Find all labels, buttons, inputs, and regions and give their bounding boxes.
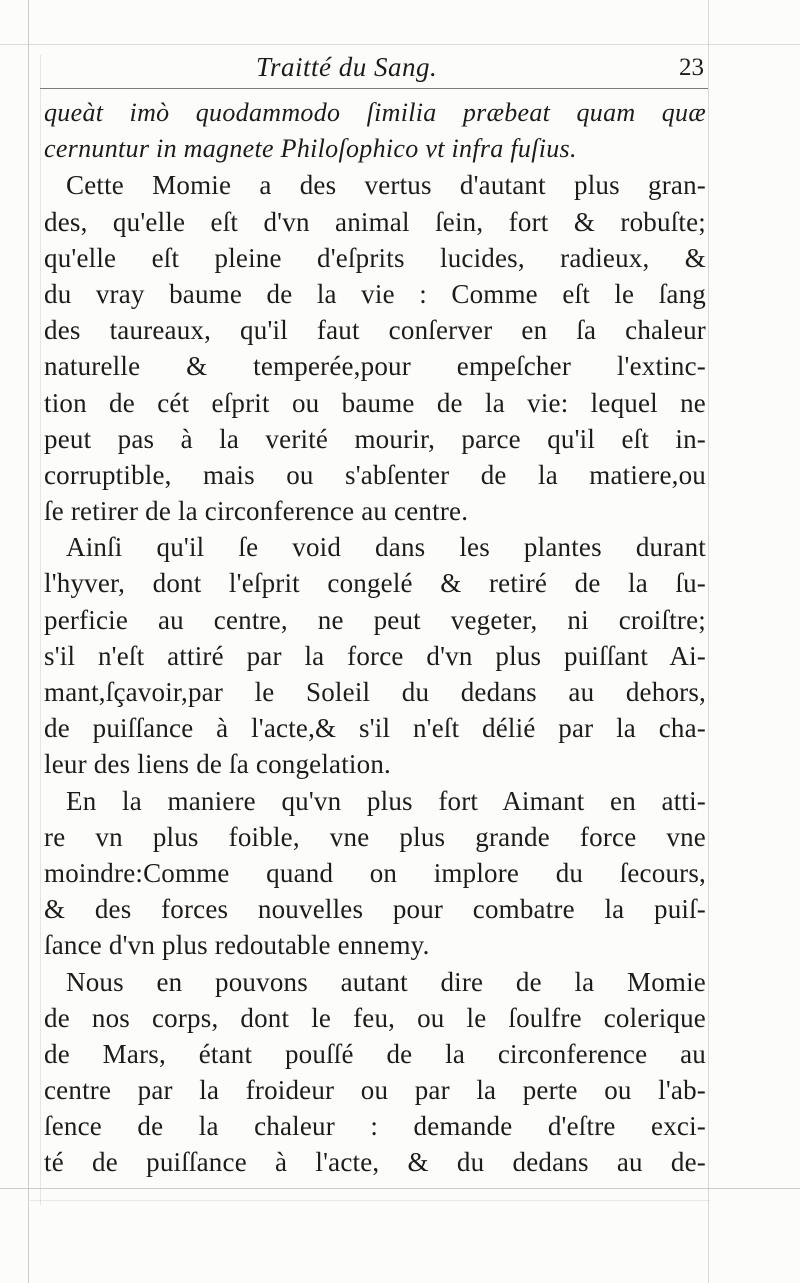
text-line: centre par la froideur ou par la perte ou l'ab- (44, 1075, 706, 1106)
page-number: 23 (679, 54, 704, 81)
text-line: de Mars, étant pouſſé de la circonference au (44, 1038, 706, 1069)
text-line: ſance d'vn plus redoutable ennemy. (44, 930, 430, 961)
text-line: mant,ſçavoir,par le Soleil du dedans au dehors, (44, 677, 706, 707)
text-line: & des forces nouvelles pour combatre la puiſ- (44, 894, 706, 925)
text-line: de nos corps, dont le feu, ou le ſoulfre colerique (44, 1002, 706, 1033)
scan-edge-right (708, 0, 709, 1283)
text-line: naturelle & temperée,pour empeſcher l'extinc- (44, 351, 706, 382)
scan-edge-left-inner (40, 55, 41, 1205)
text-line: corruptible, mais ou s'abſenter de la matiere,ou (44, 459, 706, 490)
text-line: queàt imò quodammodo ſimilia præbeat quam quæ (44, 98, 706, 127)
scan-edge-bottom (0, 1188, 800, 1189)
scan-edge-left (28, 0, 29, 1283)
text-line: En la maniere qu'vn plus fort Aimant en atti- (66, 785, 706, 816)
text-line: l'hyver, dont l'eſprit congelé & retiré de la ſu- (44, 568, 706, 599)
text-line: du vray baume de la vie : Comme eſt le ſang (44, 278, 706, 309)
page-header (40, 50, 708, 92)
text-line: leur des liens de ſa congelation. (44, 749, 391, 780)
text-line: des, qu'elle eſt d'vn animal ſein, fort & robuſte; (44, 206, 706, 237)
text-line: s'il n'eſt attiré par la force d'vn plus puiſſant Ai- (44, 640, 706, 671)
text-line: des taureaux, qu'il faut conſerver en ſa chaleur (44, 315, 706, 346)
text-line: Ainſi qu'il ſe void dans les plantes durant (66, 532, 706, 563)
text-line: té de puiſſance à l'acte, & du dedans au de- (44, 1147, 706, 1178)
text-line: tion de cét eſprit ou baume de la vie: lequel ne (44, 387, 706, 418)
text-line: ſence de la chaleur : demande d'eſtre exci- (44, 1111, 706, 1142)
scan-edge-top (0, 44, 800, 45)
running-head: Traitté du Sang. (256, 52, 438, 82)
text-line: peut pas à la verité mourir, parce qu'il eſt in- (44, 423, 706, 454)
text-line: Nous en pouvons autant dire de la Momie (66, 966, 706, 997)
body-text (44, 95, 706, 1181)
text-line: Cette Momie a des vertus d'autant plus gran- (66, 170, 706, 201)
header-rule (40, 88, 708, 89)
text-line: perficie au centre, ne peut vegeter, ni croiſtre; (44, 604, 706, 635)
text-line: ſe retirer de la circonference au centre. (44, 496, 469, 527)
text-line: de puiſſance à l'acte,& s'il n'eſt délié par la cha- (44, 713, 706, 744)
text-line: re vn plus foible, vne plus grande force vne (44, 821, 706, 852)
text-line: cernuntur in magnete Philoſophico vt infra fuſius. (44, 134, 577, 164)
scan-edge-bottom-inner (30, 1200, 710, 1201)
text-line: qu'elle eſt pleine d'eſprits lucides, radieux, & (44, 242, 706, 273)
text-line: moindre:Comme quand on implore du ſecours, (44, 857, 706, 888)
